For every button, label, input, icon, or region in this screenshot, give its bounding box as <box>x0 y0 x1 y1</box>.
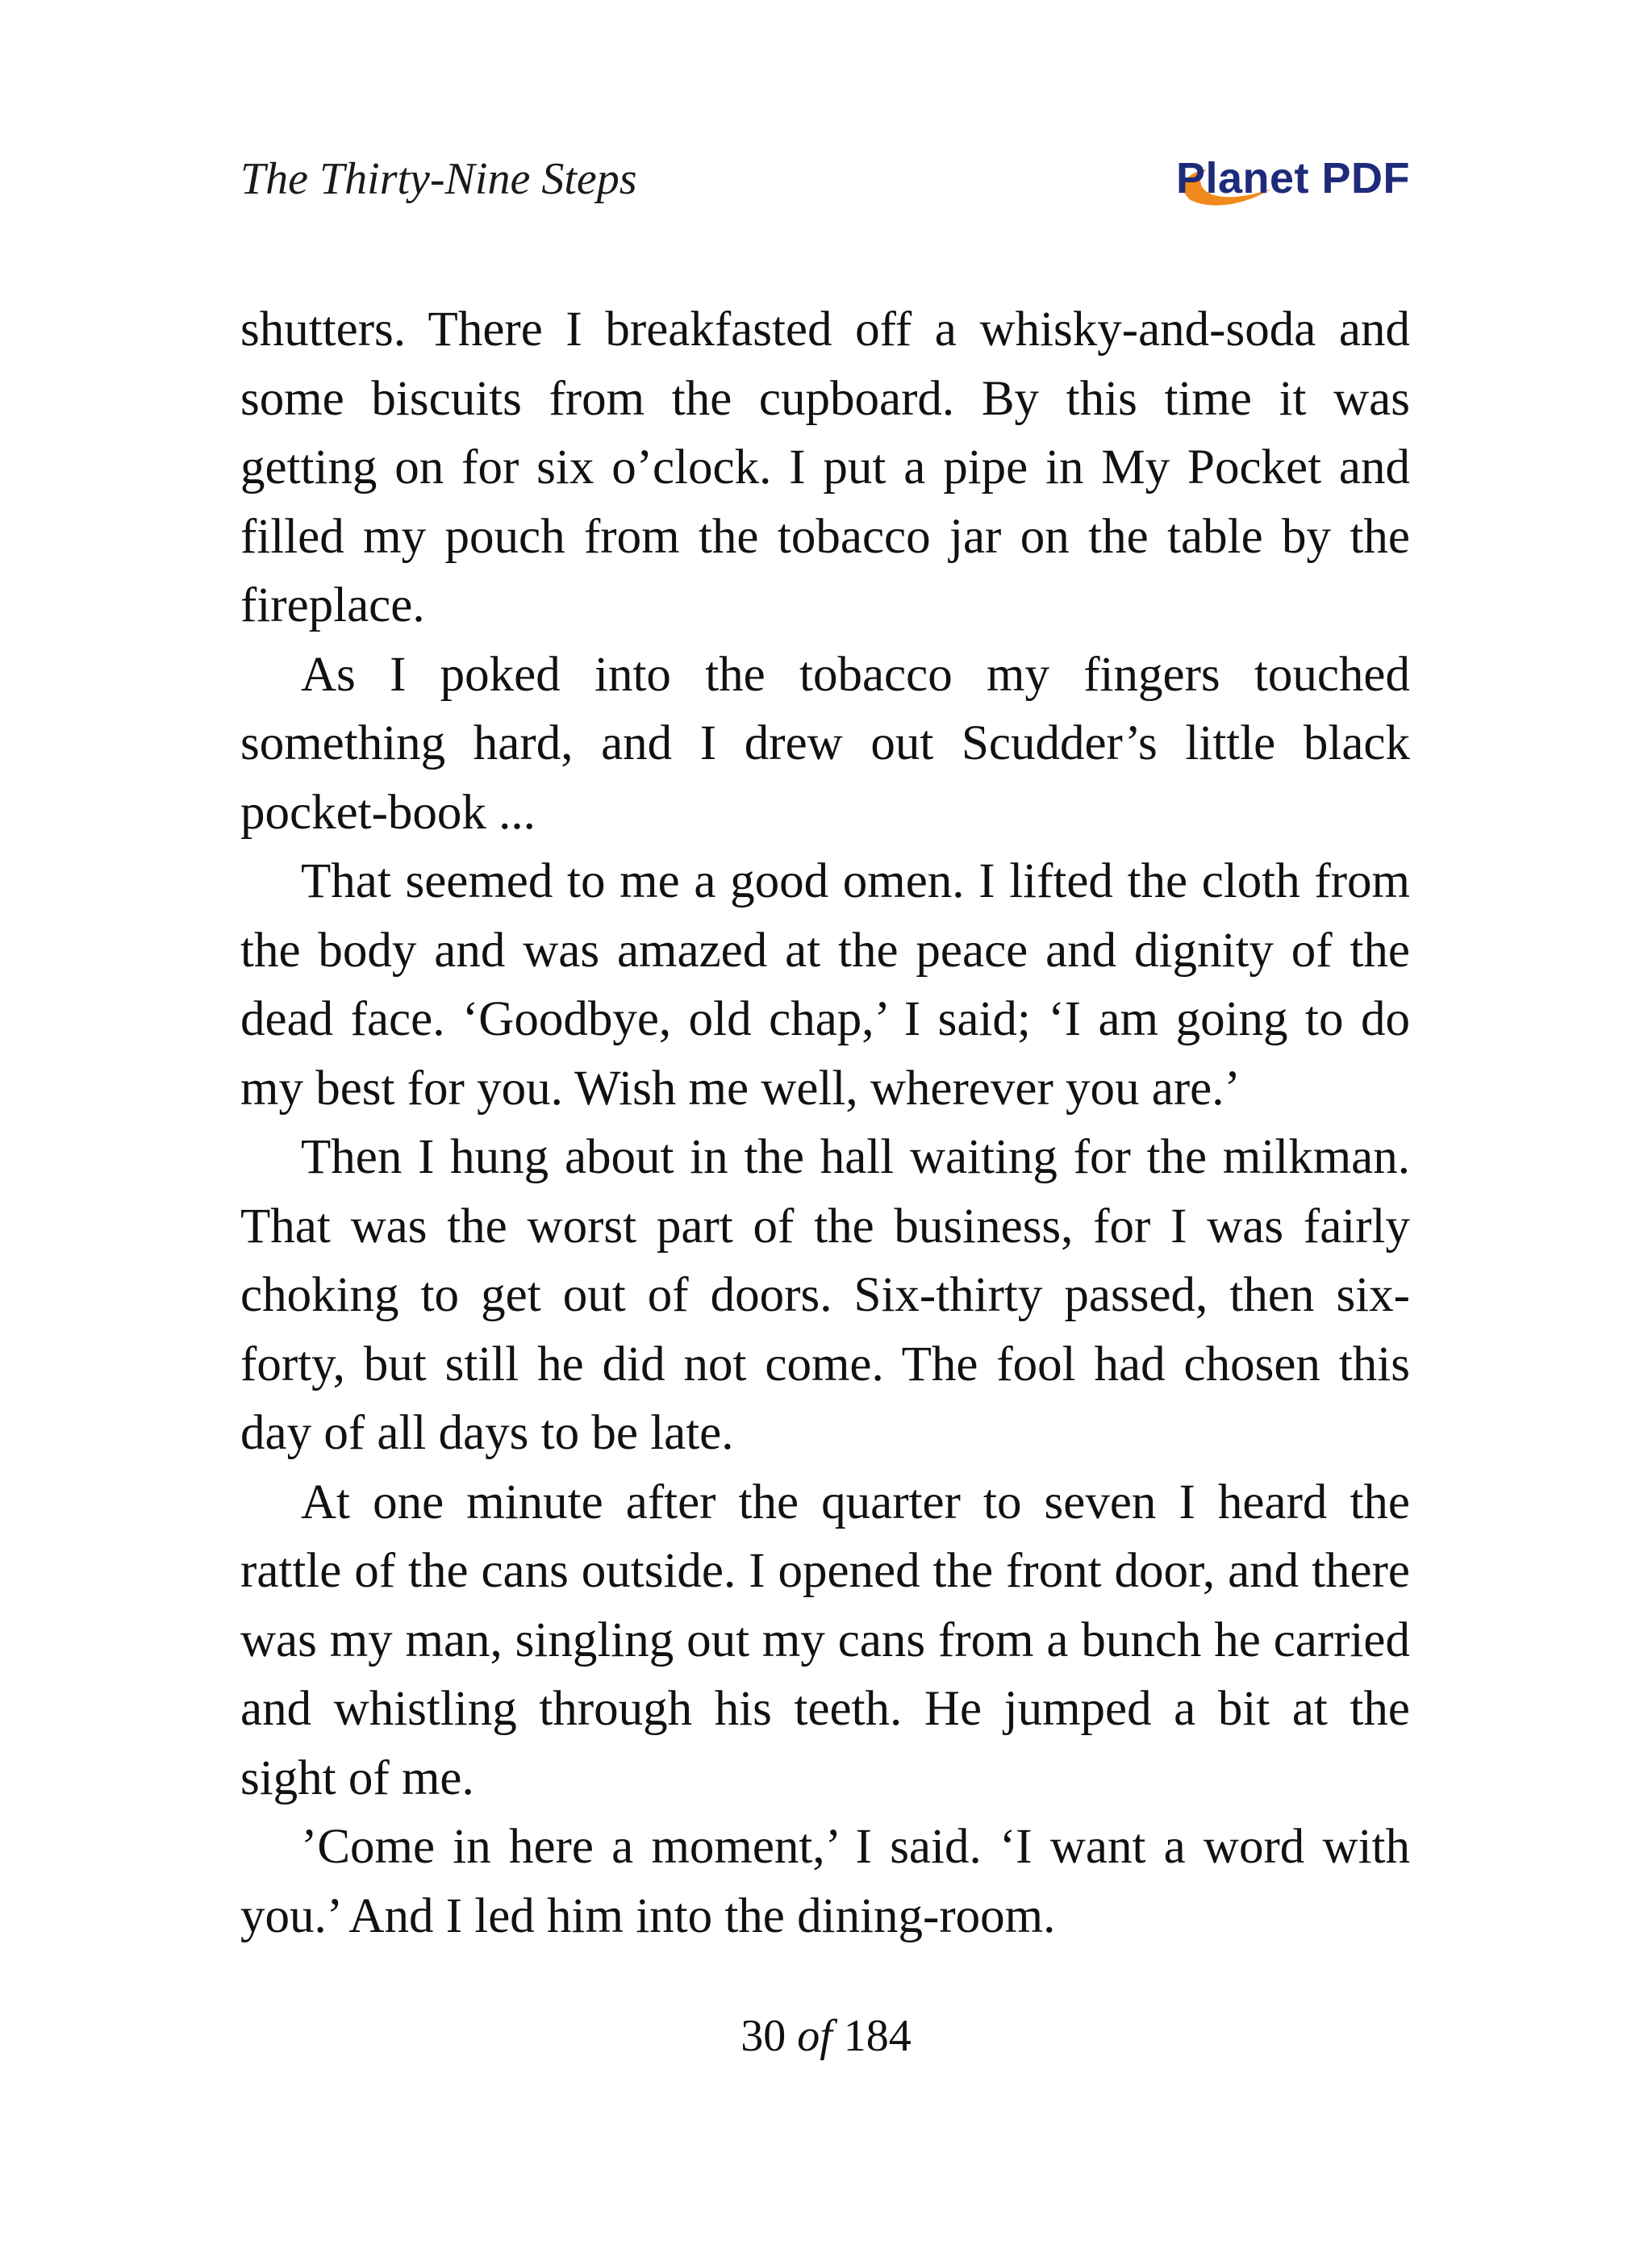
body-text <box>240 295 1410 1951</box>
of-label: of <box>797 2011 844 2061</box>
paragraph: shutters. There I breakfasted off a whisky-and-soda and some biscuits from the cupboard. By this time it was getting on for six o’clock. I put a pipe in My Pocket and filled my pouch from the tobacco jar on the table by the fireplace. <box>240 302 1410 632</box>
paragraph: ’Come in here a moment,’ I said. ‘I want a word with you.’ And I led him into the dining-room. <box>240 1820 1410 1943</box>
page-header <box>240 147 1410 219</box>
paragraph: Then I hung about in the hall waiting for the milkman. That was the worst part of the business, for I was fairly choking to get out of doors. Six-thirty passed, then six-forty, but still he did not come. The fool had chosen this day of all days to be late. <box>240 1130 1410 1460</box>
book-title: The Thirty-Nine Steps <box>240 154 637 204</box>
page-number <box>0 2010 1652 2062</box>
brand-text: Planet PDF <box>1175 154 1410 202</box>
total-pages-number: 184 <box>843 2011 912 2061</box>
planet-pdf-logo <box>1168 147 1410 219</box>
paragraph: That seemed to me a good omen. I lifted the cloth from the body and was amazed at the peace and dignity of the dead face. ‘Goodbye, old chap,’ I said; ‘I am going to do my best for you. Wish me well, wherever you are.’ <box>240 854 1410 1116</box>
current-page-number: 30 <box>740 2011 786 2061</box>
paragraph: At one minute after the quarter to seven I heard the rattle of the cans outside. I opened the front door, and there was my man, singling out my cans from a bunch he carried and whistling through his teeth. He jumped a bit at the sight of me. <box>240 1475 1410 1805</box>
paragraph: As I poked into the tobacco my fingers touched something hard, and I drew out Scudder’s little black pocket-book ... <box>240 647 1410 840</box>
